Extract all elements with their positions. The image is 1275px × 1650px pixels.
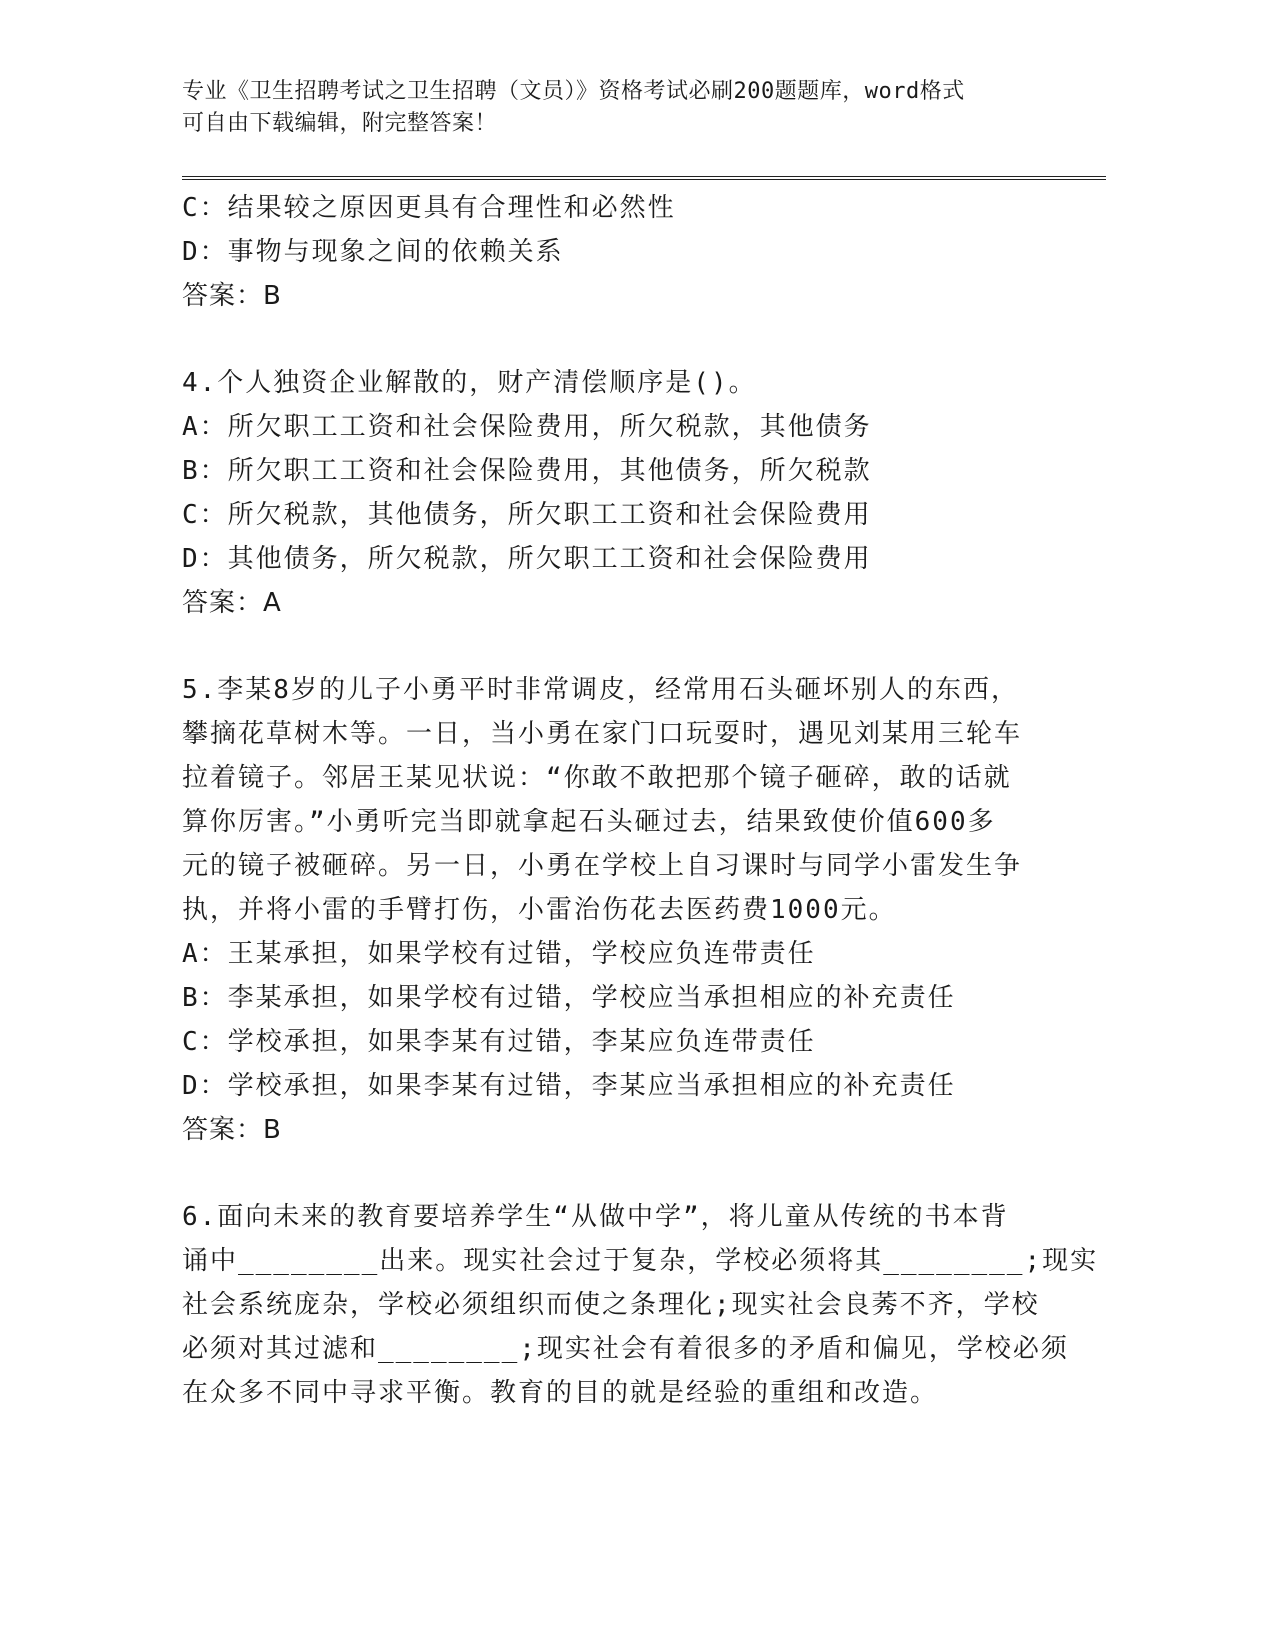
document-body [182,186,1099,1415]
question-stem: 4.个人独资企业解散的，财产清偿顺序是()。 [182,368,757,398]
question-4 [182,361,1042,625]
option-d: D：学校承担，如果李某有过错，李某应当承担相应的补充责任 [182,1071,956,1101]
header-divider [182,176,1106,180]
question-stem-line: 元的镜子被砸碎。另一日，小勇在学校上自习课时与同学小雷发生争 [182,851,1023,881]
question-stem-line: 诵中________出来。现实社会过于复杂，学校必须将其________;现实 [182,1246,1099,1276]
option-a: A：所欠职工工资和社会保险费用，所欠税款，其他债务 [182,412,872,442]
question-stem-line: 6.面向未来的教育要培养学生“从做中学”，将儿童从传统的书本背 [182,1202,1009,1232]
option-c: C：所欠税款，其他债务，所欠职工工资和社会保险费用 [182,500,872,530]
spacer [182,625,1042,668]
header-title-line-1: 专业《卫生招聘考试之卫生招聘（文员）》资格考试必刷200题题库，word格式 [182,79,965,104]
option-b: B：所欠职工工资和社会保险费用，其他债务，所欠税款 [182,456,872,486]
option-c: C：结果较之原因更具有合理性和必然性 [182,193,676,223]
option-c: C：学校承担，如果李某有过错，李某应负连带责任 [182,1027,816,1057]
question-stem-line: 算你厉害。”小勇听完当即就拿起石头砸过去，结果致使价值600多 [182,807,996,837]
question-5 [182,668,1042,1152]
question-stem-line: 社会系统庞杂，学校必须组织而使之条理化;现实社会良莠不齐，学校 [182,1290,1040,1320]
question-stem-line: 攀摘花草树木等。一日，当小勇在家门口玩耍时，遇见刘某用三轮车 [182,719,1023,749]
question-stem-line: 必须对其过滤和________;现实社会有着很多的矛盾和偏见，学校必须 [182,1334,1069,1364]
question-3-tail [182,186,1042,318]
answer: 答案：B [182,1115,282,1145]
question-stem-line: 拉着镜子。邻居王某见状说：“你敢不敢把那个镜子砸碎，敢的话就 [182,763,1012,793]
option-b: B：李某承担，如果学校有过错，学校应当承担相应的补充责任 [182,983,956,1013]
option-d: D：其他债务，所欠税款，所欠职工工资和社会保险费用 [182,544,872,574]
document-header [182,76,1082,140]
question-stem-line: 5.李某8岁的儿子小勇平时非常调皮，经常用石头砸坏别人的东西， [182,675,1019,705]
question-6 [182,1195,1099,1415]
spacer [182,1152,1042,1195]
spacer [182,318,1042,361]
header-title-line-2: 可自由下载编辑，附完整答案！ [182,111,498,136]
option-d: D：事物与现象之间的依赖关系 [182,237,564,267]
answer: 答案：B [182,281,282,311]
question-stem-line: 在众多不同中寻求平衡。教育的目的就是经验的重组和改造。 [182,1378,939,1408]
question-stem-line: 执，并将小雷的手臂打伤，小雷治伤花去医药费1000元。 [182,895,897,925]
answer: 答案：A [182,588,282,618]
option-a: A：王某承担，如果学校有过错，学校应负连带责任 [182,939,816,969]
